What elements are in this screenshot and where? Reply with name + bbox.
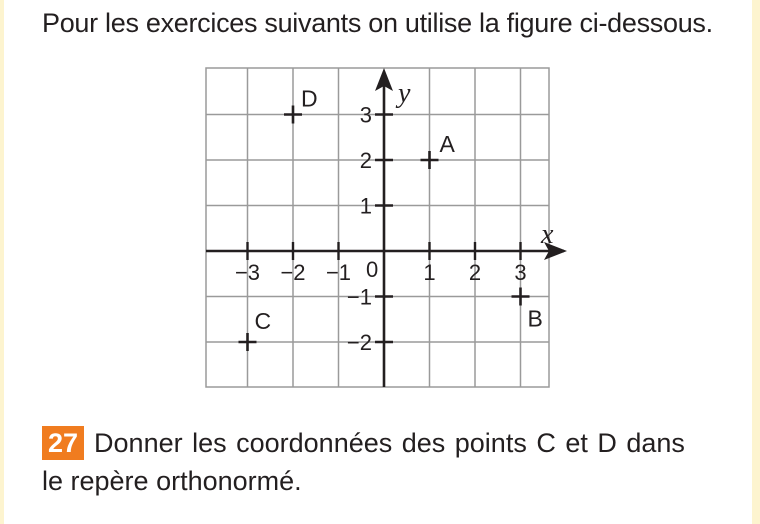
point-d [284, 86, 318, 124]
exercise-27 [42, 424, 742, 500]
point-label: C [254, 308, 272, 334]
exercise-line-2: le repère orthonormé. [42, 466, 302, 496]
y-tick-label: 2 [359, 148, 372, 173]
x-tick-label: 2 [468, 260, 482, 285]
point-label: A [439, 131, 455, 157]
intro-text: Pour les exercices suivants on utilise la figure ci-dessous. [42, 8, 713, 38]
point-b [512, 288, 543, 332]
exercise-page [4, 0, 752, 524]
x-tick-label: −2 [280, 260, 306, 285]
points [239, 86, 543, 352]
tick-labels [235, 103, 527, 356]
point-c [239, 308, 272, 351]
x-tick-label: −3 [234, 260, 261, 285]
exercise-question: Donner les coordonnées des points C et D dans [94, 428, 685, 458]
point-a [421, 131, 456, 169]
point-label: B [527, 305, 543, 332]
axes [206, 68, 567, 387]
y-tick-label: −2 [346, 330, 372, 355]
y-tick-label: −1 [346, 284, 372, 310]
exercise-line-1 [42, 424, 742, 462]
y-tick-label: 1 [359, 193, 372, 219]
y-axis-label: y [398, 78, 411, 109]
x-tick-label: 1 [423, 260, 436, 285]
y-tick-label: 3 [359, 102, 372, 128]
exercise-number: 27 [42, 426, 84, 460]
grid-frame [206, 68, 549, 387]
origin-label: 0 [366, 257, 379, 282]
x-tick-label: 3 [514, 260, 527, 285]
point-label: D [301, 85, 318, 112]
x-axis-label: x [541, 219, 554, 250]
grid [206, 68, 549, 387]
x-tick-label: −1 [325, 260, 352, 285]
